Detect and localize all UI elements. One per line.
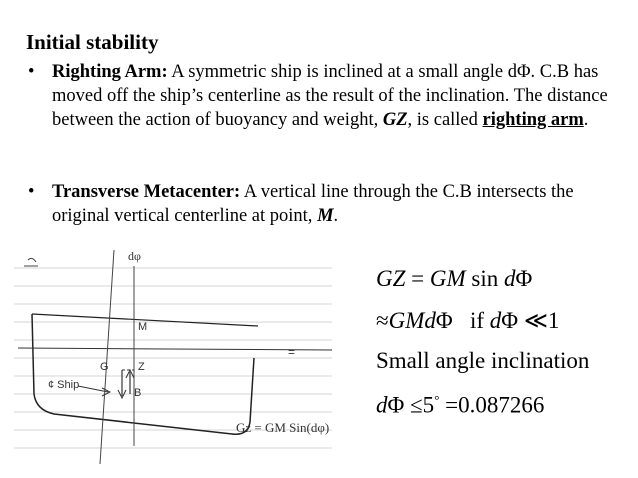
text-part: A vertical line through the C.B intersects the original vertical centerline at point, <box>52 182 574 226</box>
text-part: , is called <box>407 110 483 130</box>
eq-if: if <box>452 308 490 333</box>
bullet-righting-arm <box>28 60 608 132</box>
term-metacenter: Transverse Metacenter: <box>52 182 241 202</box>
eq-phi: Φ <box>435 308 453 333</box>
eq-value: =0.087266 <box>439 392 545 418</box>
bullet-dot: • <box>28 182 35 202</box>
eq-phi-le: Φ ≤5 <box>387 392 435 418</box>
label-z: Z <box>138 361 145 373</box>
eq-approx: ≈ <box>376 308 389 333</box>
bullet-text <box>52 60 608 132</box>
label-g: G <box>100 361 109 373</box>
eq-d: d <box>504 266 516 291</box>
term-righting-arm: Righting Arm: <box>52 62 168 82</box>
emphasis-righting-arm: righting arm <box>482 110 584 130</box>
eq-sin: sin <box>465 266 505 291</box>
equation-gz <box>376 266 532 292</box>
label-sketch-equation: Gz = GM Sin(dφ) <box>236 420 330 435</box>
bullet-text <box>52 180 608 228</box>
label-b: B <box>134 387 142 399</box>
waterline <box>18 348 332 350</box>
text-part: . <box>583 110 589 130</box>
eq-d: d <box>376 392 388 418</box>
eq-phi: Φ <box>515 266 533 291</box>
label-waterline-mark: = <box>288 345 296 359</box>
eq-equals: = <box>405 266 430 291</box>
symbol-m: M <box>317 206 334 226</box>
eq-d: d <box>489 308 502 333</box>
eq-gm: GM <box>429 266 466 291</box>
bullet-dot: • <box>28 62 35 82</box>
label-m: M <box>138 321 148 333</box>
ship-stability-sketch <box>14 246 332 468</box>
label-ship: ¢ Ship <box>48 379 80 391</box>
eq-gz: GZ <box>376 266 406 291</box>
text-part: . <box>333 206 339 226</box>
text-part: A symmetric ship is inclined at a small angle dΦ. C.B has moved off the ship’s centerline as the result of the inclination. The distance between the action of buoyancy and weight, <box>52 62 608 130</box>
symbol-gz: GZ <box>382 110 408 130</box>
equation-approx <box>376 308 559 334</box>
equation-small-angle: Small angle inclination <box>376 348 590 373</box>
label-dphi: dφ <box>128 249 141 263</box>
equation-limit <box>376 392 544 419</box>
slide-title: Initial stability <box>26 30 159 54</box>
bullet-transverse-metacenter <box>28 180 608 228</box>
ship-centerline <box>100 250 114 464</box>
eq-phi-ll: Φ ≪1 <box>501 308 560 333</box>
eq-degree: ° <box>434 392 440 407</box>
eq-gmd: GMd <box>388 308 436 333</box>
